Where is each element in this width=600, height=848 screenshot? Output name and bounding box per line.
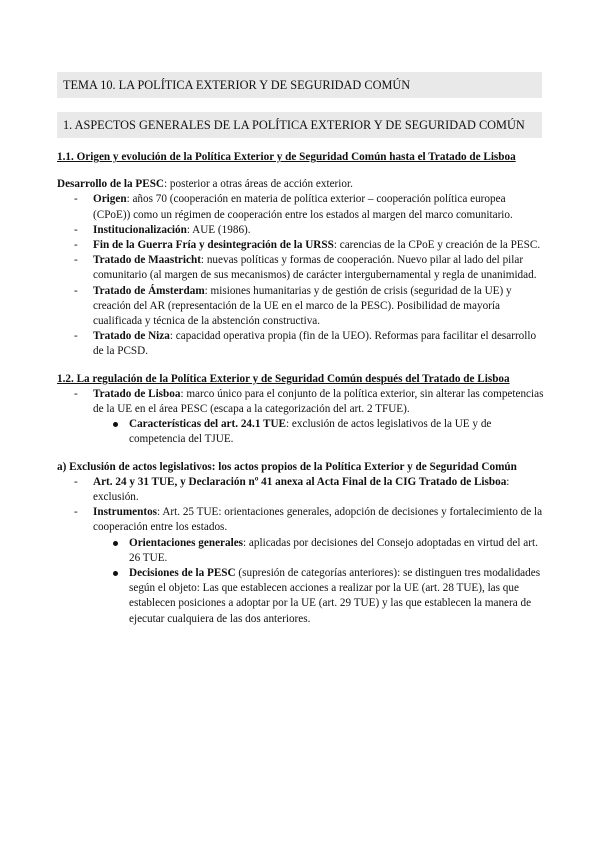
section-heading	[57, 112, 542, 138]
item-text: : aplicadas por decisiones del Consejo adoptadas en virtud del art. 26 TUE.	[129, 536, 538, 564]
sublist-item	[93, 566, 545, 627]
item-text: : años 70 (cooperación en materia de política exterior – cooperación política europea (CPoE)) como un régimen de cooperación entre los estados al margen del marco comunitario.	[93, 193, 513, 221]
item-text: : exclusión.	[93, 475, 510, 504]
item-text: : nuevas políticas y formas de cooperación. Nuevo pilar al lado del pilar comunitario (al margen de sus mecanismos) de carácter intergubernamental y regla de unanimidad.	[93, 254, 537, 282]
item-term: Decisiones de la PESC	[129, 567, 236, 580]
item-text: : marco único para el conjunto de la política exterior, sin alterar las competencias de la UE en el área PESC (escapa a la categorización del art. 2 TFUE).	[93, 387, 544, 416]
desarrollo-text: : posterior a otras áreas de acción exterior.	[164, 178, 353, 191]
desarrollo-term: Desarrollo de la PESC	[57, 178, 165, 191]
item-term: Orientaciones generales	[129, 536, 244, 549]
list-item	[57, 223, 545, 238]
list-item	[57, 387, 545, 448]
item-term: Instrumentos	[93, 506, 158, 519]
item-text: : Art. 25 TUE: orientaciones generales, adopción de decisiones y fortalecimiento de la cooperación entre los estados.	[93, 506, 543, 534]
item-term: Institucionalización	[93, 223, 187, 236]
item-term: Tratado de Ámsterdam	[93, 284, 205, 297]
instrumentos-sublist	[93, 536, 545, 627]
item-text: : capacidad operativa propia (fin de la UEO). Reformas para facilitar el desarrollo de la PCSD.	[93, 330, 537, 358]
section-heading-text: 1. ASPECTOS GENERALES DE LA POLÍTICA EXTERIOR Y DE SEGURIDAD COMÚN	[63, 118, 525, 132]
sublist-item	[93, 417, 545, 447]
item-term: Origen	[93, 193, 127, 206]
list-item	[57, 192, 545, 222]
tema-heading	[57, 72, 542, 98]
item-term: Tratado de Maastricht	[93, 254, 201, 267]
item-term: Tratado de Lisboa	[93, 387, 181, 400]
evolution-list	[57, 192, 545, 359]
document-body	[57, 150, 545, 627]
item-text: : misiones humanitarias y de gestión de crisis (seguridad de la UE) y creación del AR (representación de la UE en el marco de la PESC). Posibilidad de mayoría cualificada y técnica de la abstención constructiva.	[93, 284, 512, 328]
item-term: Art. 24 y 31 TUE, y Declaración nº 41 anexa al Acta Final de la CIG Tratado de Lisboa	[93, 475, 507, 488]
actos-list	[57, 475, 545, 627]
tema-heading-text: TEMA 10. LA POLÍTICA EXTERIOR Y DE SEGURIDAD COMÚN	[63, 78, 411, 92]
sublist-item	[93, 536, 545, 566]
list-item	[57, 475, 545, 505]
item-term: Tratado de Niza	[93, 330, 170, 343]
subsection-title-1-2: 1.2. La regulación de la Política Exterior y de Seguridad Común después del Tratado de Lisboa	[57, 372, 510, 385]
item-text: : AUE (1986).	[186, 223, 251, 236]
desarrollo-paragraph	[57, 177, 545, 192]
item-text: (supresión de categorías anteriores): se distinguen tres modalidades según el objeto: Las que establecen acciones a realizar por la UE (art. 28 TUE), las que establecen posiciones a adoptar por la UE (art. 29 TUE) y las que establecen la manera de ejecutar cualquiera de las dos anteriores.	[129, 567, 541, 625]
subsection-title-1-1: 1.1. Origen y evolución de la Política Exterior y de Seguridad Común hasta el Tratado de Lisboa	[57, 151, 516, 163]
list-item	[57, 284, 545, 330]
list-item	[57, 505, 545, 627]
item-term: Características del art. 24.1 TUE	[129, 418, 287, 431]
subsection-title-a: a) Exclusión de actos legislativos: los actos propios de la Política Exterior y de Seguridad Común	[57, 460, 517, 473]
list-item	[57, 329, 545, 359]
item-term: Fin de la Guerra Fría y desintegración de la URSS	[93, 239, 334, 252]
lisboa-sublist	[93, 417, 545, 447]
item-text: : carencias de la CPoE y creación de la PESC.	[333, 239, 541, 252]
lisboa-list	[57, 387, 545, 448]
list-item	[57, 238, 545, 253]
item-text: : exclusión de actos legislativos de la UE y de competencia del TJUE.	[129, 418, 492, 446]
list-item	[57, 253, 545, 283]
